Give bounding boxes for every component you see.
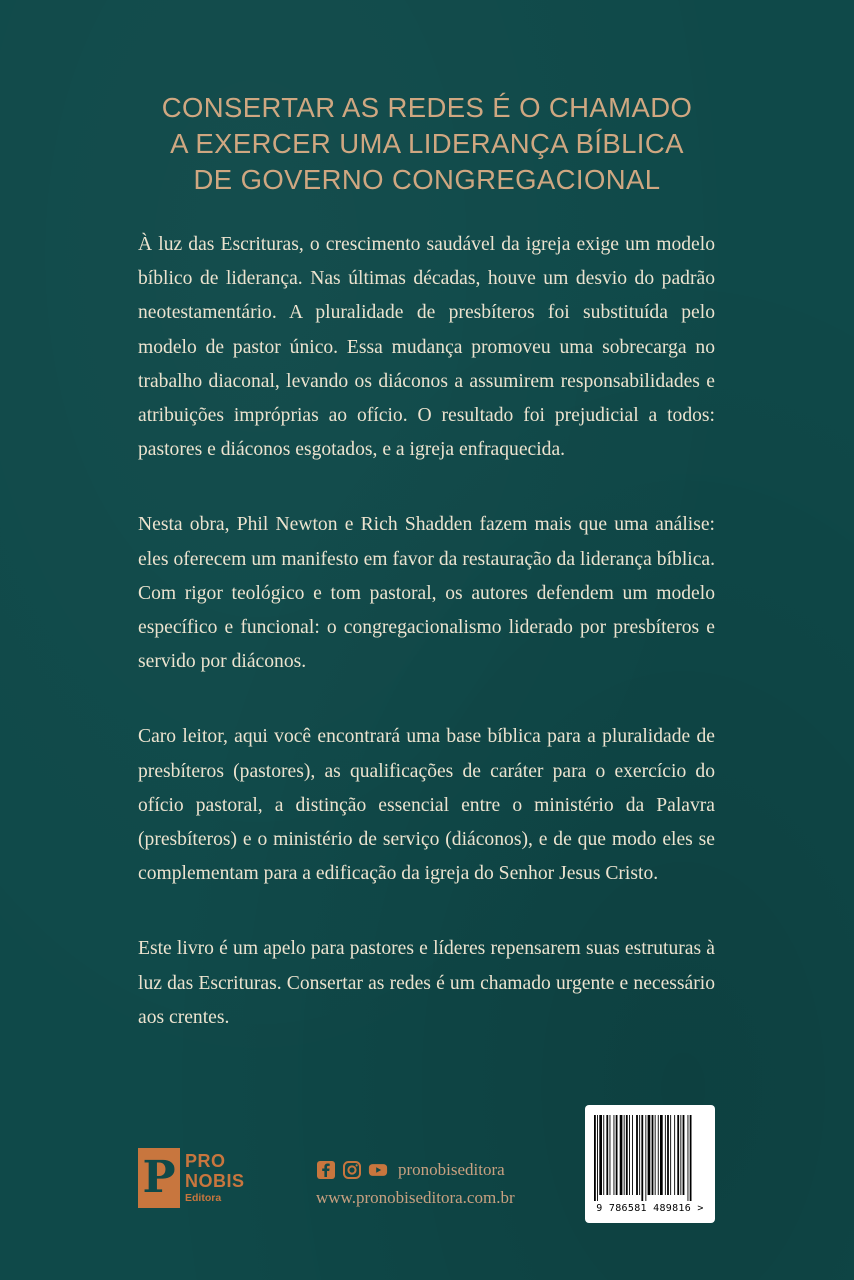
barcode-bar [629,1115,630,1195]
barcode-bar [667,1115,669,1195]
barcode-bar [597,1115,598,1201]
barcode-bar [688,1115,689,1201]
paragraph-4: Este livro é um apelo para pastores e líderes repensarem suas estruturas à luz das Escrituras. Consertar as redes é um chamado urgente e necessário aos crentes. [138,938,715,1028]
facebook-icon [316,1160,336,1180]
headline-line-2: A EXERCER UMA LIDERANÇA BÍBLICA [170,128,684,159]
synopsis [138,228,715,1035]
barcode-bar [680,1115,681,1195]
barcode-bar [670,1115,671,1195]
barcode-bar [603,1115,604,1195]
social-handle: pronobiseditora [398,1160,505,1179]
barcode-bar [606,1115,608,1195]
barcode-bar [658,1115,659,1195]
isbn-barcode [585,1105,715,1223]
publisher-logo [138,1148,245,1208]
barcode-bar [665,1115,666,1195]
headline [0,90,854,198]
barcode-bar [645,1115,646,1201]
barcode-bar [683,1115,685,1195]
paragraph-2: Nesta obra, Phil Newton e Rich Shadden fazem mais que uma análise: eles oferecem um manifesto em favor da restauração da liderança bíblica. Com rigor teológico e tom pastoral, os autores defendem um modelo específico e funcional: o congregacionalismo liderado por presbíteros e servido por diáconos. [138,514,715,673]
barcode-bar [641,1115,643,1201]
barcode-bar [610,1115,611,1195]
barcode-bar [614,1115,615,1195]
paragraph-1: À luz das Escrituras, o crescimento saudável da igreja exige um modelo bíblico de liderança. Nas últimas décadas, houve um desvio do padrão neotestamentário. A pluralidade de presbíteros foi substituída pelo modelo de pastor único. Essa mudança promoveu uma sobrecarga no trabalho diaconal, levando os diáconos a assumirem responsabilidades e atribuições impróprias ao ofício. O resultado foi prejudicial a todos: pastores e diáconos esgotados, e a igreja enfraquecida. [138,234,715,461]
publisher-name-line-3: Editora [185,1192,222,1205]
barcode-bar [620,1115,623,1195]
headline-line-1: CONSERTAR AS REDES É O CHAMADO [161,92,693,123]
barcode-bar [636,1115,638,1195]
instagram-icon [342,1160,362,1180]
isbn-number: 9 786581 489816 > [596,1203,704,1214]
publisher-name-line-2: NOBIS [185,1171,245,1192]
barcode-bars [594,1115,706,1201]
barcode-bar [626,1115,628,1195]
barcode-bar [624,1115,625,1195]
publisher-logo-mark: P [138,1148,180,1208]
barcode-bar [632,1115,633,1195]
barcode-bar [655,1115,656,1195]
headline-line-3: DE GOVERNO CONGREGACIONAL [193,164,661,195]
youtube-icon [368,1160,388,1180]
social-links [316,1160,505,1180]
barcode-bar [639,1115,640,1195]
paragraph-3: Caro leitor, aqui você encontrará uma base bíblica para a pluralidade de presbíteros (pastores), as qualificações de caráter para o exercício do ofício pastoral, a distinção essencial entre o ministério da Palavra (presbíteros) e o ministério de serviço (diáconos), e de que modo eles se complementam para a edificação da igreja do Senhor Jesus Cristo. [138,726,715,885]
barcode-bar [599,1115,602,1195]
publisher-logo-text [185,1152,245,1204]
barcode-bar [616,1115,618,1195]
barcode-bar [648,1115,651,1195]
barcode-bar [690,1115,692,1201]
barcode-bar [674,1115,675,1195]
publisher-name-line-1: PRO [185,1151,226,1172]
barcode-bar [677,1115,679,1195]
barcode-bar [660,1115,663,1195]
barcode-bar [594,1115,596,1201]
barcode-bar [652,1115,654,1195]
website-url: www.pronobiseditora.com.br [316,1188,515,1207]
